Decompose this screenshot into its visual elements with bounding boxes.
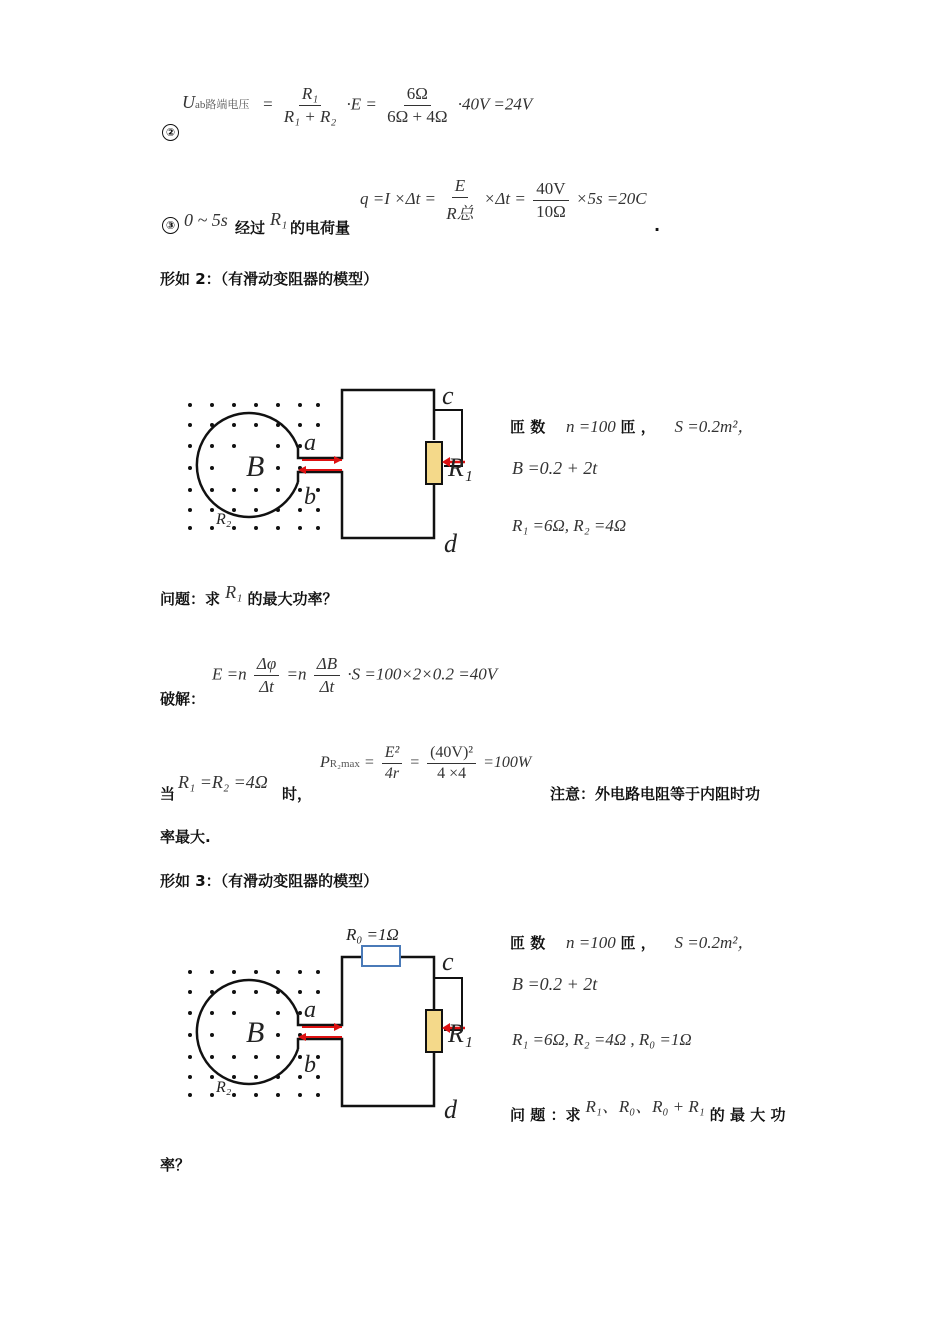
param3-n: n =100	[566, 933, 616, 952]
rheostat-r1-2	[426, 1010, 442, 1052]
circuit-diagram-2	[180, 920, 500, 1130]
power-tail: =100W	[483, 754, 532, 772]
section3-params-line3: R₁ =6Ω, R₂ =4Ω , R₀ =1Ω	[512, 1030, 692, 1049]
section2-question	[160, 582, 338, 609]
label-R2: R₂	[216, 511, 232, 528]
eq2-tail: ·40V =24V	[457, 94, 533, 114]
label-b-2: b	[304, 1052, 316, 1078]
solve-f2-den: Δt	[319, 677, 335, 696]
eq2-frac1-den: R₁ + R₂	[283, 107, 337, 126]
when-line: 当 R₁ =R₂ =4Ω 时， PR₂max = $\frac{\text{E²}}{4r}$ = $\frac{\text{(40V)²}}{4 \times 4}$ =100W 注意：外电路电阻等于内阻时功	[160, 744, 761, 803]
param3-turns-unit: 匝 ，	[620, 934, 656, 952]
marker-2: ②	[162, 124, 179, 141]
solve-eq-c: ·S =100×2×0.2 =40V	[347, 664, 498, 684]
eq2-frac2-den: 6Ω + 4Ω	[387, 107, 448, 126]
rheostat-r1	[426, 442, 442, 484]
param3-S: S =0.2m²，	[674, 933, 755, 952]
text-charge: 的电荷量	[290, 219, 351, 237]
label-b: b	[304, 484, 316, 510]
eq2-frac2-num: 6Ω	[404, 84, 431, 106]
question3-continued: 率？	[160, 1156, 191, 1174]
when-equation: R₁ =R₂ =4Ω	[178, 772, 268, 792]
power-lhs-sub: R₂max	[329, 758, 360, 771]
section3-question	[510, 1097, 786, 1125]
solve-f1-den: Δt	[259, 677, 274, 696]
eq3-tail: ×5s =20C	[575, 188, 647, 208]
section3-title: 形如 3：（有滑动变阻器的模型）	[160, 872, 379, 890]
when-prefix: 当	[160, 785, 176, 803]
solve-eq-a: E =n	[212, 664, 247, 684]
eq2-mid: ·E =	[346, 94, 377, 114]
eq3-period: .	[654, 216, 661, 235]
section2-params-line3: R₁ =6Ω, R₂ =4Ω	[512, 516, 627, 535]
eq2-frac1-num: R₁	[299, 84, 321, 106]
label-c-2: c	[442, 947, 454, 976]
time-range: 0 ~ 5s	[184, 210, 228, 230]
power-f2-num: (40V)²	[427, 744, 476, 764]
param-S: S =0.2m²，	[674, 417, 755, 436]
eq3-left: q =I ×Δt =	[360, 188, 437, 208]
solve-equation	[212, 654, 497, 697]
note-text: 注意：外电路电阻等于内阻时功	[550, 785, 761, 803]
eq3-frac2-num: 40V	[533, 179, 568, 201]
label-R1: R₁	[448, 453, 473, 482]
circuit-diagram-1	[180, 380, 500, 560]
section2-params-line2: B =0.2 + 2t	[512, 458, 598, 478]
eq3-mid: ×Δt =	[483, 188, 526, 208]
eq2-lhs-sub: ab路端电压	[195, 99, 250, 111]
question3-prefix: 问 题 ：求	[510, 1106, 581, 1124]
solve-f1-num: Δφ	[254, 654, 279, 676]
question2-prefix: 问题：求	[160, 590, 221, 608]
question2-suffix: 的最大功率？	[247, 590, 338, 608]
label-R2-2: R₂	[216, 1079, 232, 1096]
question3-suffix: 的 最 大 功	[709, 1106, 786, 1124]
param3-turns-label: 匝 数	[510, 934, 546, 952]
resistor-r0	[362, 946, 400, 966]
marker-3: ③	[162, 217, 179, 234]
section2-title: 形如 2：（有滑动变阻器的模型）	[160, 270, 379, 288]
eq3-frac2-den: 10Ω	[536, 201, 566, 221]
text-r1: R₁	[270, 209, 288, 229]
text-passing: 经过	[235, 219, 266, 237]
eq2-lhs: U	[182, 92, 195, 112]
section2-params-line1	[510, 412, 754, 437]
param-turns-unit: 匝 ，	[620, 418, 656, 436]
label-a: a	[304, 430, 316, 456]
eq3-frac1-num: E	[452, 176, 468, 198]
solve-f2-num: ΔB	[314, 654, 340, 676]
question2-r1: R₁	[225, 582, 243, 602]
label-c: c	[442, 381, 454, 410]
label-a-2: a	[304, 997, 316, 1023]
solve-label: 破解：	[160, 690, 206, 708]
eq3-frac1-den: R总	[446, 204, 474, 223]
section3-params-line1	[510, 928, 754, 953]
label-d: d	[444, 529, 457, 558]
power-lhs: P	[320, 754, 330, 772]
when-suffix: 时，	[282, 785, 313, 803]
section3-params-line2: B =0.2 + 2t	[512, 974, 598, 994]
label-R0: R₀ =1Ω	[346, 925, 399, 944]
note-continued: 率最大.	[160, 828, 211, 846]
power-f1-den: 4r	[384, 765, 400, 782]
label-B: B	[246, 450, 265, 483]
solve-eq-b: =n	[286, 664, 307, 684]
label-d-2: d	[444, 1095, 457, 1124]
power-f2-den: 4 ×4	[437, 765, 467, 782]
label-R1-2: R₁	[448, 1019, 473, 1048]
question3-equation: R₁、R₀、R₀ + R₁	[585, 1097, 705, 1116]
param-turns-label: 匝 数	[510, 418, 546, 436]
param-n: n =100	[566, 417, 616, 436]
power-f1-num: E²	[382, 744, 403, 764]
formula-line-3	[162, 176, 682, 236]
label-B-2: B	[246, 1016, 265, 1049]
